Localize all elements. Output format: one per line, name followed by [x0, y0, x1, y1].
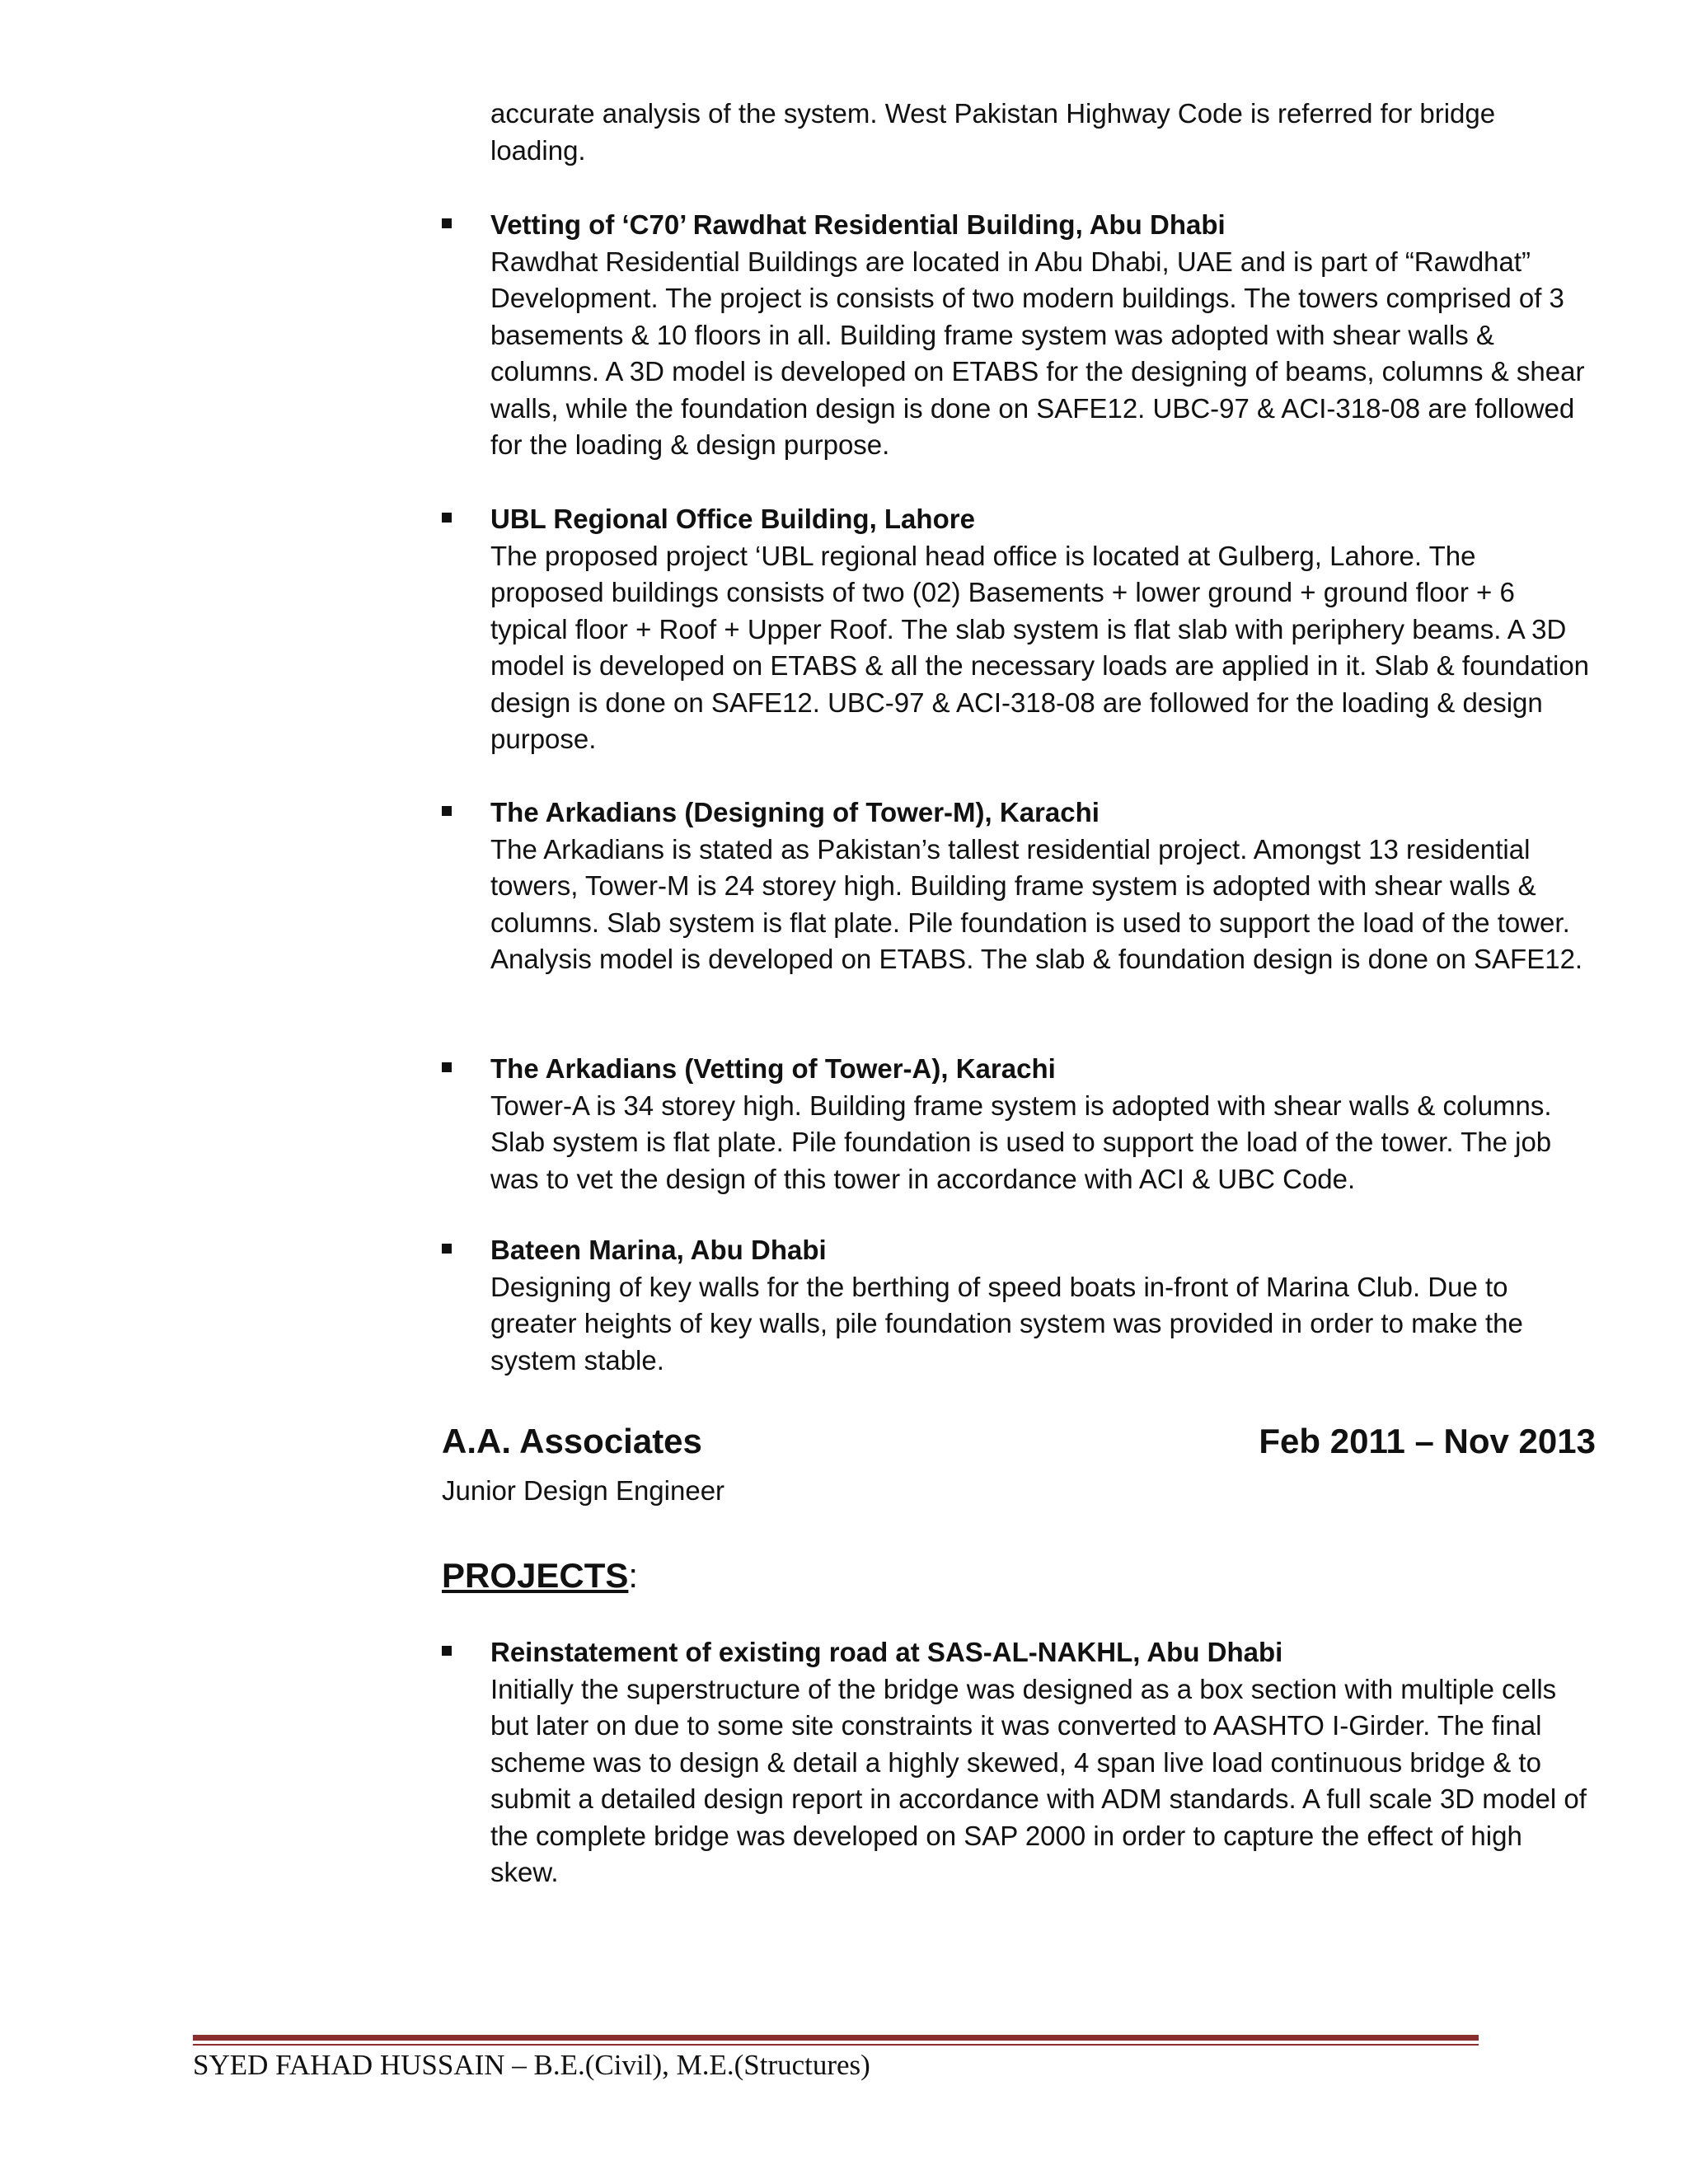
employment-dates: Feb 2011 – Nov 2013 — [1259, 1422, 1596, 1460]
project-title: Vetting of ‘C70’ Rawdhat Residential Building, Abu Dhabi — [490, 209, 1226, 240]
project-description: Tower-A is 34 storey high. Building frame system is adopted with shear walls & columns. Slab system is flat plate. Pile foundation is used to support the load of the tower. The job was to vet the design of this tower in accordance with ACI & UBC Code. — [490, 1090, 1552, 1194]
continuation-paragraph: accurate analysis of the system. West Pakistan Highway Code is referred for bridge loading. — [490, 98, 1496, 166]
projects-heading — [442, 1556, 638, 1596]
bullet-square-icon — [442, 513, 452, 523]
projects-heading-text: PROJECTS — [442, 1556, 629, 1595]
project-item — [442, 1051, 1596, 1197]
project-item — [442, 207, 1596, 464]
projects-heading-colon: : — [628, 1556, 639, 1595]
project-description: The proposed project ‘UBL regional head office is located at Gulberg, Lahore. The proposed buildings consists of two (02) Basements + lower ground + ground floor + 6 typical floor + Roof + Upper Roof. The slab system is flat slab with periphery beams. A 3D model is developed on ETABS & all the necessary loads are applied in it. Slab & foundation design is done on SAFE12. UBC-97 & ACI-318-08 are followed for the loading & design purpose. — [490, 540, 1590, 754]
project-item — [442, 794, 1596, 978]
project-description: Designing of key walls for the berthing of speed boats in-front of Marina Club. Due to greater heights of key walls, pile foundation system was provided in order to make the system stable. — [490, 1271, 1523, 1376]
project-title: The Arkadians (Designing of Tower-M), Karachi — [490, 797, 1100, 827]
project-title: The Arkadians (Vetting of Tower-A), Karachi — [490, 1053, 1056, 1084]
company-header — [442, 1422, 1596, 1471]
project-title: UBL Regional Office Building, Lahore — [490, 504, 975, 534]
bullet-square-icon — [442, 806, 452, 816]
footer-divider-thin — [193, 2044, 1479, 2046]
bullet-square-icon — [442, 1244, 452, 1254]
project-description: Rawdhat Residential Buildings are located in Abu Dhabi, UAE and is part of “Rawdhat” Development. The project is consists of two modern buildings. The towers comprised of 3 basements & 10 floors in all. Building frame system was adopted with shear walls & columns. A 3D model is developed on ETABS for the designing of beams, columns & shear walls, while the foundation design is done on SAFE12. UBC-97 & ACI-318-08 are followed for the loading & design purpose. — [490, 246, 1585, 460]
bullet-square-icon — [442, 218, 452, 228]
project-title: Bateen Marina, Abu Dhabi — [490, 1235, 827, 1265]
project-description: Initially the superstructure of the bridge was designed as a box section with multiple cells but later on due to some site constraints it was converted to AASHTO I-Girder. The final scheme was to design & detail a highly skewed, 4 span live load continuous bridge & to submit a detailed design report in accordance with ADM standards. A full scale 3D model of the complete bridge was developed on SAP 2000 in order to capture the effect of high skew. — [490, 1673, 1587, 1887]
job-role: Junior Design Engineer — [442, 1475, 725, 1506]
footer-divider — [193, 2035, 1479, 2041]
project-item — [442, 501, 1596, 758]
bullet-square-icon — [442, 1646, 452, 1656]
footer-name-credentials: SYED FAHAD HUSSAIN – B.E.(Civil), M.E.(Structures) — [193, 2049, 870, 2081]
bullet-square-icon — [442, 1062, 452, 1072]
project-item — [442, 1634, 1596, 1891]
project-description: The Arkadians is stated as Pakistan’s tallest residential project. Amongst 13 residential towers, Tower-M is 24 storey high. Building frame system is adopted with shear walls & columns. Slab system is flat plate. Pile foundation is used to support the load of the tower. Analysis model is developed on ETABS. The slab & foundation design is done on SAFE12. — [490, 833, 1583, 974]
company-name: A.A. Associates — [442, 1422, 702, 1460]
project-item — [442, 1232, 1596, 1379]
project-title: Reinstatement of existing road at SAS-AL-NAKHL, Abu Dhabi — [490, 1637, 1283, 1667]
